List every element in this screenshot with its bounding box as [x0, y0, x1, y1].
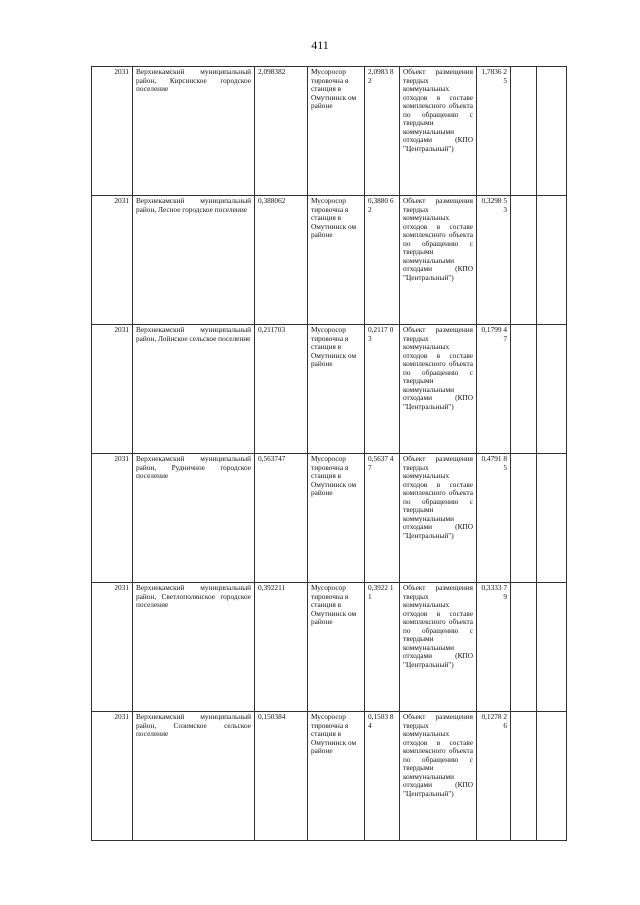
object-cell: Объект размещения твердых коммунальных отходов в составе комплексного объекта по обращению с твердыми коммунальными отходами (КПО "Центральный")	[400, 196, 477, 325]
value-cell: 0,150384	[255, 712, 308, 841]
empty-cell	[537, 583, 567, 712]
value-cell: 2,098382	[255, 67, 308, 196]
fraction-cell: 0,3333 79	[477, 583, 511, 712]
capacity-cell: 2,0983 82	[365, 67, 400, 196]
table-row	[92, 325, 567, 454]
empty-cell	[511, 67, 537, 196]
fraction-cell: 0,3298 53	[477, 196, 511, 325]
object-cell: Объект размещения твердых коммунальных отходов в составе комплексного объекта по обращению с твердыми коммунальными отходами (КПО "Центральный")	[400, 712, 477, 841]
value-cell: 0,211703	[255, 325, 308, 454]
capacity-cell: 0,2117 03	[365, 325, 400, 454]
empty-cell	[511, 454, 537, 583]
empty-cell	[537, 325, 567, 454]
empty-cell	[537, 196, 567, 325]
municipality-cell: Верхнекамский муниципальный район, Кирсинское городское поселение	[133, 67, 255, 196]
value-cell: 0,388062	[255, 196, 308, 325]
empty-cell	[511, 583, 537, 712]
facility-cell: Мусоросор тировочна я станция в Омутнинск ом районе	[308, 67, 365, 196]
table-row	[92, 583, 567, 712]
empty-cell	[511, 325, 537, 454]
municipality-cell: Верхнекамский муниципальный район, Лесное городское поселение	[133, 196, 255, 325]
fraction-cell: 1,7836 25	[477, 67, 511, 196]
municipality-cell: Верхнекамский муниципальный район, Рудничное городское поселение	[133, 454, 255, 583]
capacity-cell: 0,1503 84	[365, 712, 400, 841]
year-cell: 2031	[92, 196, 133, 325]
year-cell: 2031	[92, 583, 133, 712]
empty-cell	[537, 712, 567, 841]
municipality-cell: Верхнекамский муниципальный район, Созимское сельское поселение	[133, 712, 255, 841]
year-cell: 2031	[92, 454, 133, 583]
value-cell: 0,563747	[255, 454, 308, 583]
object-cell: Объект размещения твердых коммунальных отходов в составе комплексного объекта по обращению с твердыми коммунальными отходами (КПО "Центральный")	[400, 454, 477, 583]
empty-cell	[511, 196, 537, 325]
year-cell: 2031	[92, 325, 133, 454]
object-cell: Объект размещения твердых коммунальных отходов в составе комплексного объекта по обращению с твердыми коммунальными отходами (КПО "Центральный")	[400, 67, 477, 196]
table-row	[92, 196, 567, 325]
table-row	[92, 454, 567, 583]
waste-flow-table	[91, 66, 567, 841]
facility-cell: Мусоросор тировочна я станция в Омутнинск ом районе	[308, 325, 365, 454]
table-row	[92, 712, 567, 841]
municipality-cell: Верхнекамский муниципальный район, Лойнское сельское поселение	[133, 325, 255, 454]
fraction-cell: 0,1799 47	[477, 325, 511, 454]
empty-cell	[537, 67, 567, 196]
capacity-cell: 0,3922 11	[365, 583, 400, 712]
table-row	[92, 67, 567, 196]
facility-cell: Мусоросор тировочна я станция в Омутнинск ом районе	[308, 454, 365, 583]
facility-cell: Мусоросор тировочна я станция в Омутнинск ом районе	[308, 196, 365, 325]
capacity-cell: 0,5637 47	[365, 454, 400, 583]
year-cell: 2031	[92, 67, 133, 196]
year-cell: 2031	[92, 712, 133, 841]
capacity-cell: 0,3880 62	[365, 196, 400, 325]
empty-cell	[537, 454, 567, 583]
object-cell: Объект размещения твердых коммунальных отходов в составе комплексного объекта по обращению с твердыми коммунальными отходами (КПО "Центральный")	[400, 583, 477, 712]
fraction-cell: 0,4791 85	[477, 454, 511, 583]
empty-cell	[511, 712, 537, 841]
fraction-cell: 0,1278 26	[477, 712, 511, 841]
value-cell: 0,392211	[255, 583, 308, 712]
facility-cell: Мусоросор тировочна я станция в Омутнинск ом районе	[308, 712, 365, 841]
page-number: 411	[311, 38, 329, 52]
municipality-cell: Верхнекамский муниципальный район, Светлополянское городское поселение	[133, 583, 255, 712]
facility-cell: Мусоросор тировочна я станция в Омутнинск ом районе	[308, 583, 365, 712]
object-cell: Объект размещения твердых коммунальных отходов в составе комплексного объекта по обращению с твердыми коммунальными отходами (КПО "Центральный")	[400, 325, 477, 454]
